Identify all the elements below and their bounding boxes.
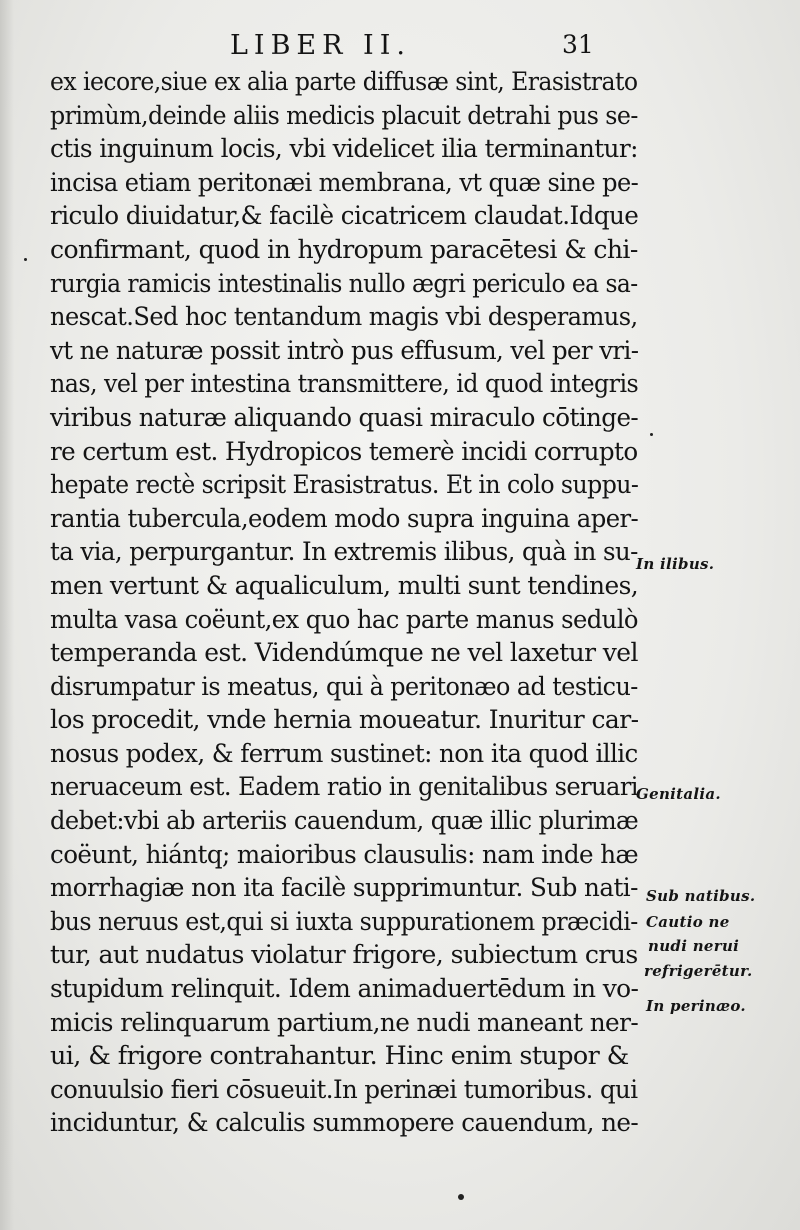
- text-line: riculo diuidatur,& facilè cicatricem claudat.Idque: [50, 201, 639, 232]
- text-line: ex iecore,siue ex alia parte diffusæ sint, Erasistrato: [50, 67, 638, 97]
- text-line: debet:vbi ab arteriis cauendum, quæ illic plurimæ: [50, 806, 639, 837]
- ink-speck: [458, 1194, 464, 1200]
- text-line: confirmant, quod in hydropum paracētesi & chi-: [50, 234, 638, 265]
- margin-note: Sub natibus.: [646, 887, 756, 905]
- text-line: rurgia ramicis intestinalis nullo ægri periculo ea sa-: [50, 268, 638, 299]
- text-line: temperanda est. Videndúmque ne vel laxetur vel: [50, 638, 638, 669]
- running-head: LIBER II.: [230, 30, 411, 61]
- text-line: neruaceum est. Eadem ratio in genitalibus seruari: [50, 772, 638, 803]
- page-gutter-shadow: [0, 0, 14, 1230]
- ink-speck: [24, 258, 27, 261]
- text-line: bus neruus est,qui si iuxta suppurationem præcidi-: [50, 906, 638, 937]
- text-line: men vertunt & aqualiculum, multi sunt tendines,: [50, 570, 639, 601]
- margin-note: In perinæo.: [646, 997, 746, 1015]
- margin-note: In ilibus.: [636, 555, 715, 573]
- text-line: morrhagiæ non ita facilè supprimuntur. Sub nati-: [50, 873, 638, 904]
- text-line: re certum est. Hydropicos temerè incidi corrupto: [50, 436, 638, 467]
- text-line: micis relinquarum partium,ne nudi maneant ner-: [50, 1007, 639, 1038]
- margin-note: Cautio ne: [646, 913, 730, 931]
- text-line: multa vasa coëunt,ex quo hac parte manus sedulò: [50, 604, 638, 635]
- text-line: vt ne naturæ possit intrò pus effusum, vel per vri-: [50, 335, 639, 366]
- margin-note: nudi nerui: [648, 937, 740, 955]
- text-line: ctis inguinum locis, vbi videlicet ilia terminantur:: [50, 134, 638, 165]
- text-line: coëunt, hiántq; maioribus clausulis: nam inde hæ: [50, 839, 638, 870]
- text-line: nas, vel per intestina transmittere, id quod integris: [50, 369, 639, 400]
- text-line: tur, aut nudatus violatur frigore, subiectum crus: [50, 940, 638, 971]
- margin-note: Genitalia.: [636, 785, 721, 803]
- text-line: viribus naturæ aliquando quasi miraculo cōtinge-: [50, 402, 639, 433]
- text-line: disrumpatur is meatus, qui à peritonæo ad testicu-: [50, 671, 638, 702]
- text-line: incisa etiam peritonæi membrana, vt quæ sine pe-: [50, 167, 639, 198]
- text-line: rantia tubercula,eodem modo supra inguina aper-: [50, 503, 639, 534]
- body-text: [50, 66, 640, 1141]
- text-line: ui, & frigore contrahantur. Hinc enim stupor &: [50, 1041, 629, 1072]
- text-line: los procedit, vnde hernia moueatur. Inuritur car-: [50, 705, 639, 736]
- ink-speck: [650, 433, 653, 436]
- text-line: hepate rectè scripsit Erasistratus. Et in colo suppu-: [50, 470, 639, 501]
- margin-note: refrigerētur.: [644, 962, 753, 980]
- text-line: primùm,deinde aliis medicis placuit detrahi pus se-: [50, 100, 638, 131]
- text-line: nescat.Sed hoc tentandum magis vbi desperamus,: [50, 302, 638, 333]
- text-line: conuulsio fieri cōsueuit.In perinæi tumoribus. qui: [50, 1074, 638, 1105]
- page-number: 31: [562, 30, 594, 59]
- text-line: nosus podex, & ferrum sustinet: non ita quod illic: [50, 738, 638, 769]
- text-line: ta via, perpurgantur. In extremis ilibus, quà in su-: [50, 537, 638, 568]
- text-line: stupidum relinquit. Idem animaduertēdum in vo-: [50, 974, 639, 1005]
- text-line: inciduntur, & calculis summopere cauendum, ne-: [50, 1108, 639, 1139]
